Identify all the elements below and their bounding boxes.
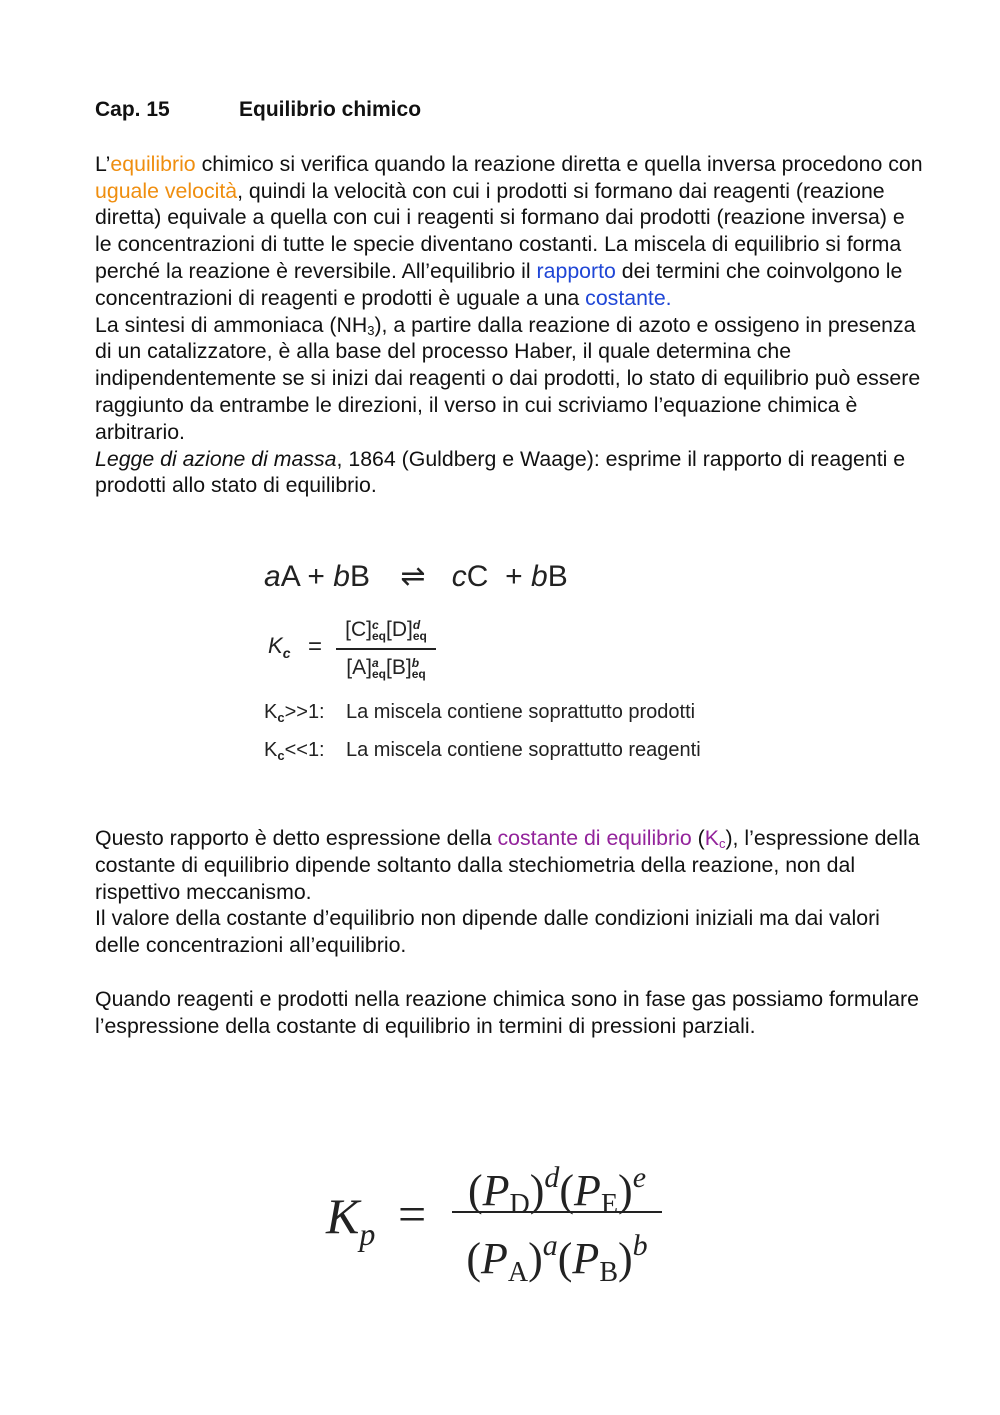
eq-sub: eq xyxy=(371,629,386,643)
equilibrium-arrow-icon: ⇌ xyxy=(400,560,426,593)
text-span: Questo rapporto è detto espressione della xyxy=(95,826,498,850)
species-B: B xyxy=(349,560,370,593)
k-subscript: c xyxy=(718,836,726,851)
species-B: B xyxy=(599,1257,618,1288)
species-A: A xyxy=(507,1257,529,1288)
text-span: ( xyxy=(691,826,705,850)
exp-a: a xyxy=(371,656,379,670)
eq-sub: eq xyxy=(412,629,427,643)
eq-sub: eq xyxy=(371,667,386,681)
k-letter: K xyxy=(264,739,278,761)
species-A: A xyxy=(280,560,300,593)
kp-expression xyxy=(326,1145,686,1288)
paren: ) xyxy=(528,1234,543,1283)
plus-sign: + xyxy=(505,560,523,593)
paragraph-kc-definition xyxy=(95,825,925,905)
paragraph-kc-independence: Il valore della costante d’equilibrio non dipende dalle condizioni iniziali ma dai valori delle concentrazioni all’equilibrio. xyxy=(95,906,880,958)
exp-d: d xyxy=(412,618,421,632)
condition-text: La miscela contiene soprattutto prodotti xyxy=(346,701,696,723)
kc-fraction xyxy=(336,613,436,685)
paragraph-equilibrium-definition xyxy=(95,151,925,312)
paren: ( xyxy=(559,1166,575,1215)
pressure-symbol: P xyxy=(480,1234,508,1283)
kc-numerator xyxy=(336,613,436,647)
species-C: C xyxy=(466,560,489,593)
coeff-b: b xyxy=(333,560,350,593)
plus-sign: + xyxy=(307,560,325,593)
kp-denominator xyxy=(452,1213,662,1288)
exp-e: e xyxy=(632,1161,647,1194)
chapter-heading xyxy=(95,96,925,124)
highlight-costante: costante. xyxy=(585,285,672,310)
condition-text: La miscela contiene soprattutto reagenti xyxy=(346,739,701,761)
paren: ) xyxy=(618,1166,633,1215)
equals-sign: = xyxy=(398,1186,427,1242)
paragraph-partial-pressures: Quando reagenti e prodotti nella reazione chimica sono in fase gas possiamo formulare l’espressione della costante di equilibrio in termini di pressioni parziali. xyxy=(95,986,919,1038)
k-letter: K xyxy=(326,1188,360,1244)
text-span: , 1864 (Guldberg e Waage): esprime il rapporto di reagenti e prodotti allo stato di equilibrio. xyxy=(95,446,906,498)
coeff-b: b xyxy=(531,560,548,593)
paren: ( xyxy=(466,1234,481,1283)
k-subscript: c xyxy=(277,748,285,763)
condition-kc-large xyxy=(264,701,695,725)
chapter-number: Cap. 15 xyxy=(95,98,170,121)
paren: ( xyxy=(467,1166,483,1215)
exp-b: b xyxy=(632,1229,648,1262)
paren: ( xyxy=(557,1234,573,1283)
coeff-c: c xyxy=(451,560,467,593)
k-letter: K xyxy=(268,633,283,658)
subscript: 3 xyxy=(367,322,375,338)
paren: ) xyxy=(529,1166,545,1215)
conc-D: [D] xyxy=(386,618,413,641)
chapter-title: Equilibrio chimico xyxy=(239,98,422,121)
exp-d: d xyxy=(544,1161,560,1194)
kp-symbol xyxy=(326,1187,375,1253)
fraction-bar xyxy=(336,648,436,650)
exp-a: a xyxy=(542,1229,558,1262)
text-span: La sintesi di ammoniaca (NH xyxy=(95,312,368,337)
paren: ) xyxy=(618,1234,633,1283)
equilibrium-law-figure xyxy=(264,557,784,763)
conc-B: [B] xyxy=(386,656,412,679)
eq-sub: eq xyxy=(411,667,426,681)
species-E: E xyxy=(600,1189,619,1220)
highlight-costante-di-equilibrio: costante di equilibrio xyxy=(497,826,692,850)
text-span: ), l’espressione della costante di equilibrio dipende soltanto dalla stechiometria della reazione, non dal rispettivo meccanismo. xyxy=(95,826,920,904)
exp-c: c xyxy=(371,618,379,632)
text-span: ), a partire dalla reazione di azoto e ossigeno in presenza di un catalizzatore, è alla base del processo Haber, il quale determina che indipendentemente se si inizi dai reagenti o dai prodotti, lo stato di equilibrio può essere raggiunto da entrambe le direzioni, il verso in cui scriviamo l’equazione chimica è arbitrario. xyxy=(95,312,921,444)
k-subscript: p xyxy=(359,1216,376,1252)
document-page-lower xyxy=(95,825,925,1039)
highlight-rapporto: rapporto xyxy=(536,258,616,283)
pressure-symbol: P xyxy=(574,1166,601,1215)
exp-b: b xyxy=(411,656,420,670)
paragraph-haber-process xyxy=(95,312,925,446)
k-letter: K xyxy=(264,701,278,723)
k-subscript: c xyxy=(282,645,291,661)
highlight-equilibrio: equilibrio xyxy=(110,151,196,176)
species-B: B xyxy=(547,560,568,593)
text-span: dei termini che coinvolgono le concentrazioni di reagenti e prodotti è uguale a una xyxy=(95,258,903,310)
pressure-symbol: P xyxy=(572,1234,600,1283)
conc-C: [C] xyxy=(345,618,372,641)
k-subscript: c xyxy=(277,710,285,725)
paragraph-mass-action-law xyxy=(95,446,925,500)
kp-fraction xyxy=(452,1145,662,1288)
generic-reaction-equation xyxy=(264,557,784,597)
text-span: , quindi la velocità con cui i prodotti si formano dai reagenti (reazione diretta) equivale a quella con cui i reagenti si formano dai prodotti (reazione inversa) e le concentrazioni di tutte le specie diventano costanti. La miscela di equilibrio si forma perché la reazione è reversibile. All’equilibrio il xyxy=(95,178,905,283)
kp-numerator xyxy=(452,1145,662,1220)
comparison: <<1: xyxy=(284,739,325,761)
kc-denominator xyxy=(336,651,436,685)
species-D: D xyxy=(509,1189,530,1220)
document-page xyxy=(95,96,925,499)
comparison: >>1: xyxy=(284,701,325,723)
kc-symbol xyxy=(268,633,290,661)
kc-inline xyxy=(705,826,726,850)
text-span: chimico si verifica quando la reazione diretta e quella inversa procedono con xyxy=(195,151,923,176)
pressure-symbol: P xyxy=(482,1166,510,1215)
law-name: Legge di azione di massa xyxy=(95,446,337,471)
text-span: L’ xyxy=(95,151,111,176)
k-letter: K xyxy=(704,826,719,850)
condition-kc-small xyxy=(264,739,701,763)
equals-sign: = xyxy=(308,633,323,660)
highlight-uguale-velocita: uguale velocità xyxy=(95,178,238,203)
conc-A: [A] xyxy=(346,656,372,679)
coeff-a: a xyxy=(264,560,281,593)
